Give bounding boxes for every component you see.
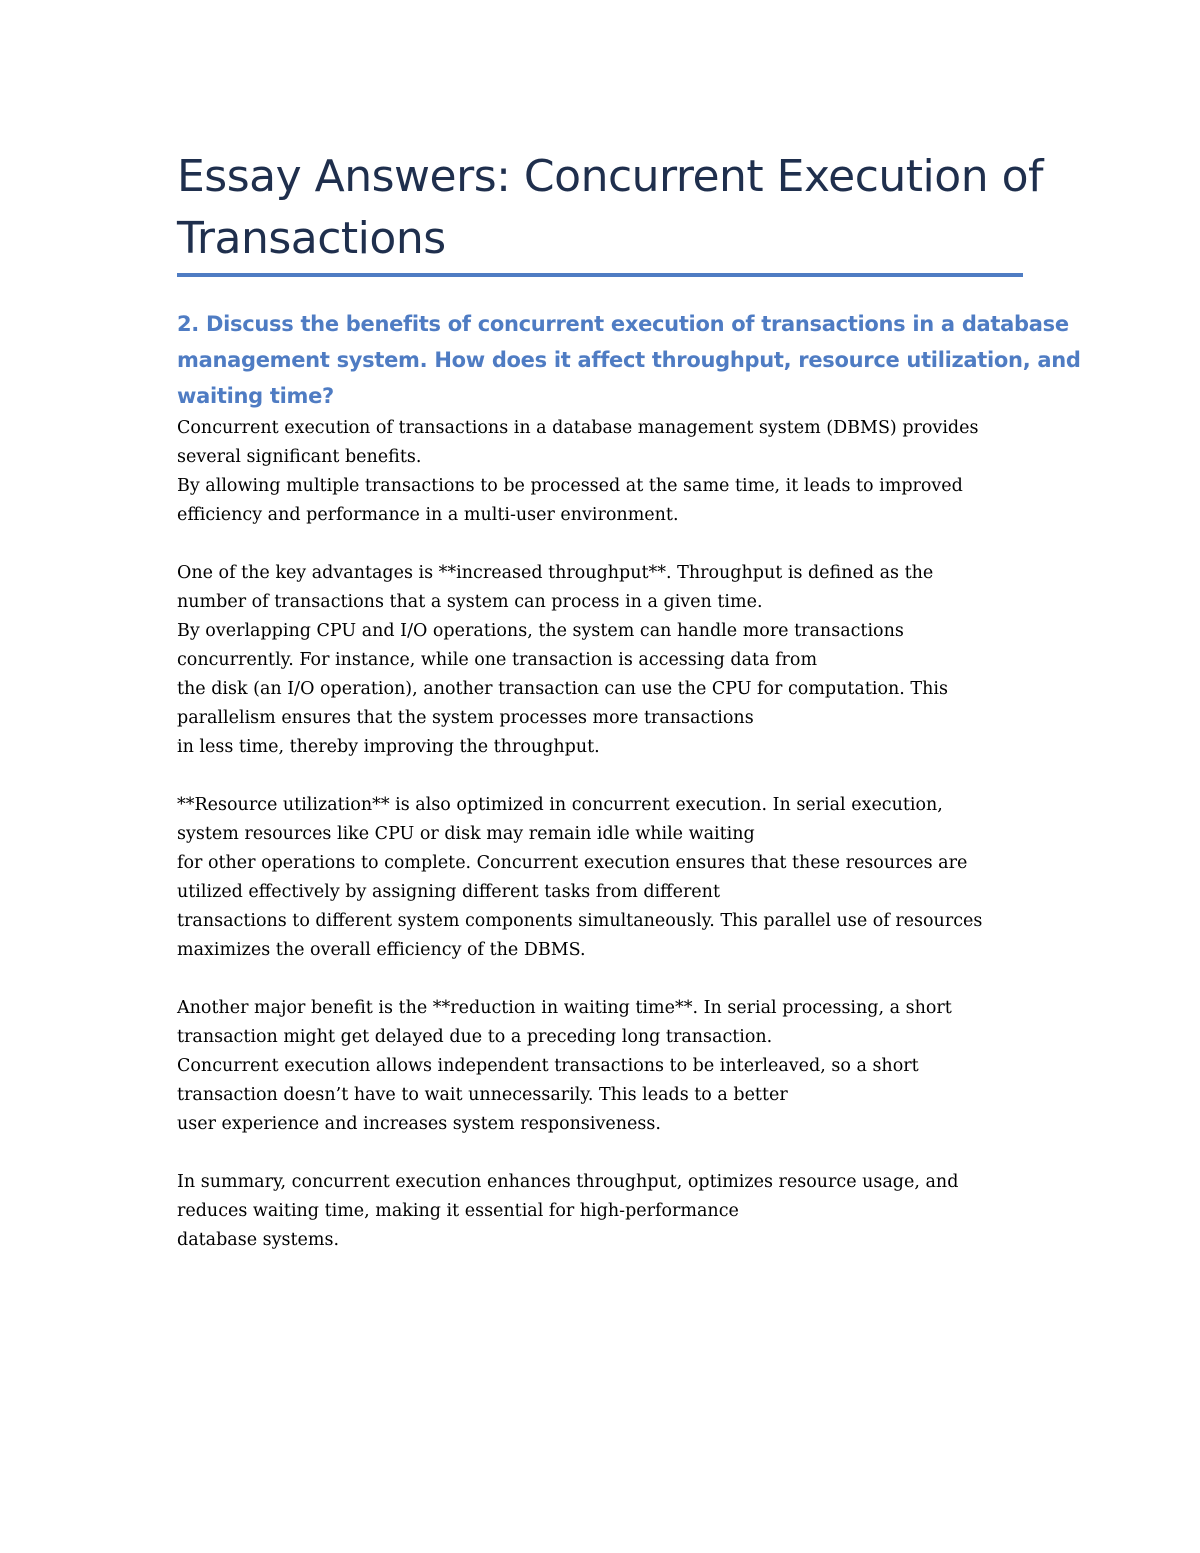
body-line: **Resource utilization** is also optimized in concurrent execution. In serial execution, bbox=[177, 795, 943, 815]
title-line: Essay Answers: Concurrent Execution of bbox=[177, 151, 1043, 202]
body-line: user experience and increases system responsiveness. bbox=[177, 1114, 661, 1134]
title-underline-rule bbox=[177, 273, 1023, 277]
body-line: concurrently. For instance, while one transaction is accessing data from bbox=[177, 650, 818, 670]
body-line: By overlapping CPU and I/O operations, the system can handle more transactions bbox=[177, 621, 904, 641]
body-line: Concurrent execution of transactions in a database management system (DBMS) provides bbox=[177, 418, 979, 438]
title-line: Transactions bbox=[177, 213, 446, 264]
body-line: maximizes the overall efficiency of the DBMS. bbox=[177, 940, 586, 960]
body-line: Concurrent execution allows independent transactions to be interleaved, so a short bbox=[177, 1056, 919, 1076]
paragraph-spacer bbox=[177, 530, 1023, 559]
question-line: management system. How does it affect throughput, resource utilization, and bbox=[177, 348, 1081, 372]
body-line: several significant benefits. bbox=[177, 447, 422, 467]
body-line: One of the key advantages is **increased throughput**. Throughput is defined as the bbox=[177, 563, 934, 583]
question-line: 2. Discuss the benefits of concurrent execution of transactions in a database bbox=[177, 312, 1069, 336]
body-line: reduces waiting time, making it essential for high-performance bbox=[177, 1201, 739, 1221]
paragraph-spacer bbox=[177, 1139, 1023, 1168]
paragraph-waiting-time bbox=[177, 994, 1023, 1139]
paragraph-intro bbox=[177, 414, 1023, 530]
paragraph-summary bbox=[177, 1168, 1023, 1255]
body-line: In summary, concurrent execution enhances throughput, optimizes resource usage, and bbox=[177, 1172, 959, 1192]
body-line: for other operations to complete. Concurrent execution ensures that these resources are bbox=[177, 853, 968, 873]
question-line: waiting time? bbox=[177, 384, 334, 408]
body-line: transaction doesn’t have to wait unnecessarily. This leads to a better bbox=[177, 1085, 788, 1105]
document-title bbox=[177, 146, 1043, 270]
paragraph-throughput bbox=[177, 559, 1023, 762]
body-line: By allowing multiple transactions to be processed at the same time, it leads to improved bbox=[177, 476, 963, 496]
paragraph-spacer bbox=[177, 762, 1023, 791]
question-heading bbox=[177, 306, 1081, 414]
body-line: Another major benefit is the **reduction in waiting time**. In serial processing, a short bbox=[177, 998, 952, 1018]
body-line: the disk (an I/O operation), another transaction can use the CPU for computation. This bbox=[177, 679, 948, 699]
body-line: transaction might get delayed due to a preceding long transaction. bbox=[177, 1027, 773, 1047]
paragraph-spacer bbox=[177, 965, 1023, 994]
body-line: utilized effectively by assigning different tasks from different bbox=[177, 882, 720, 902]
body-line: in less time, thereby improving the throughput. bbox=[177, 737, 600, 757]
body-line: transactions to different system components simultaneously. This parallel use of resources bbox=[177, 911, 983, 931]
body-line: parallelism ensures that the system processes more transactions bbox=[177, 708, 754, 728]
answer-body bbox=[177, 414, 1023, 1255]
document-content bbox=[177, 146, 1081, 1255]
body-line: number of transactions that a system can process in a given time. bbox=[177, 592, 763, 612]
body-line: efficiency and performance in a multi-user environment. bbox=[177, 505, 679, 525]
paragraph-resource-utilization bbox=[177, 791, 1023, 965]
body-line: database systems. bbox=[177, 1230, 340, 1250]
body-line: system resources like CPU or disk may remain idle while waiting bbox=[177, 824, 755, 844]
